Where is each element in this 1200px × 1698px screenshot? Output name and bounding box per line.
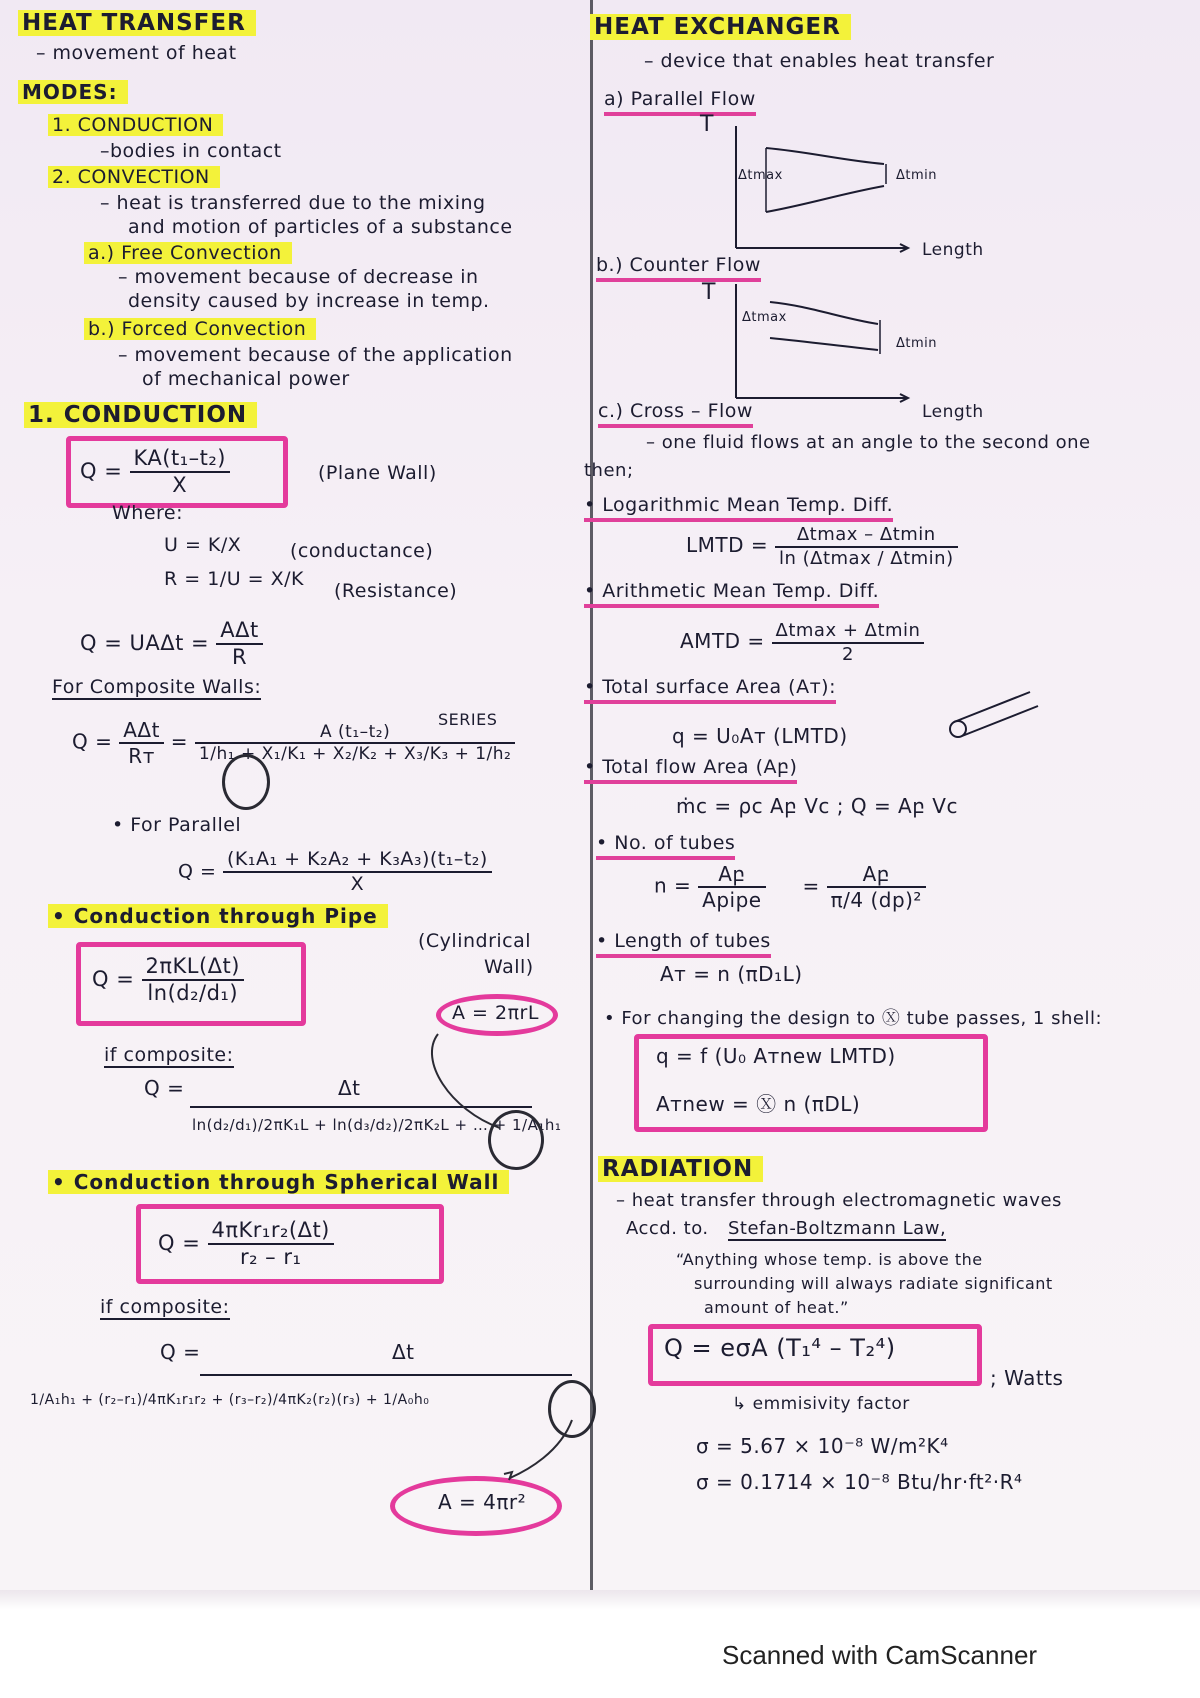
sphere-area-arrow (510, 1420, 572, 1478)
amtd-formula: AMTD = $\frac{\Delta tmax + \Delta tmin}{2}$ (680, 620, 924, 665)
free-convection-desc-2: density caused by increase in temp. (128, 290, 490, 312)
parallel-heading: • For Parallel (112, 814, 242, 836)
cf-t-label: T (702, 280, 716, 305)
heat-exchanger-title: HEAT EXCHANGER (590, 14, 851, 40)
cf-dtmin-label: Δtmin (896, 336, 938, 351)
if-composite-sphere: if composite: (100, 1296, 230, 1318)
page-edge (0, 1590, 1200, 1610)
forced-convection-desc-2: of mechanical power (142, 368, 350, 390)
radiation-desc: – heat transfer through electromagnetic waves (616, 1190, 1062, 1211)
camscanner-watermark: Scanned with CamScanner (722, 1640, 1038, 1670)
sphere-composite-num: Δt (392, 1340, 415, 1364)
heat-transfer-subtitle: – movement of heat (36, 42, 237, 64)
sphere-composite-den: 1/A₁h₁ + (r₂–r₁)/4πK₁r₁r₂ + (r₃–r₂)/4πK₂(r₂)(r₃) + 1/A₀h₀ (30, 1392, 430, 1408)
total-surface-area-eq: q = U₀Aᴛ (LMTD) (672, 724, 848, 748)
counter-flow-label: b.) Counter Flow (596, 254, 761, 282)
conductance-note: (conductance) (290, 540, 434, 562)
resistance-note: (Resistance) (334, 580, 458, 602)
heat-exchanger-subtitle: – device that enables heat transfer (644, 50, 995, 72)
pipe-sketch-end (950, 721, 966, 737)
cf-length-label: Length (922, 402, 984, 422)
mode-convection: 2. CONVECTION (48, 166, 220, 188)
amtd-heading: • Arithmetic Mean Temp. Diff. (584, 580, 879, 608)
no-of-tubes-formula: n = $\frac{\text{Aբ}}{\text{Apipe}}$ = $\frac{\text{Aբ}}{\text{π/4 (dp)²}}$ (654, 862, 926, 912)
emissivity-note: ↳ emmisivity factor (732, 1394, 910, 1414)
forced-convection: b.) Forced Convection (84, 318, 316, 340)
parallel-flow-label: a) Parallel Flow (604, 88, 756, 116)
design-eq-1: q = f (U₀ Aᴛnew LMTD) (656, 1044, 896, 1068)
if-composite-pipe: if composite: (104, 1044, 234, 1066)
mode-convection-desc-1: – heat is transferred due to the mixing (100, 192, 486, 214)
composite-walls-heading: For Composite Walls: (52, 676, 262, 698)
pipe-sketch (946, 682, 1046, 742)
free-convection: a.) Free Convection (84, 242, 292, 264)
pf-cold-curve (766, 186, 884, 212)
parallel-wall-formula: Q = $\frac{\text{(K₁A₁ + K₂A₂ + K₃A₃)(t₁–t₂)}}{X}$ (178, 848, 492, 896)
cf-cold-curve (770, 338, 878, 350)
accd-label: Accd. to. (626, 1218, 709, 1239)
lmtd-formula: LMTD = $\frac{\Delta tmax - \Delta tmin}{\ln (\Delta tmax / \Delta tmin)}$ (686, 524, 958, 569)
sphere-formula: Q = $\frac{\text{4πKr₁r₂(Δt)}}{\text{r₂ – r₁}}$ (158, 1218, 334, 1270)
quote-line-1: “Anything whose temp. is above the (676, 1250, 983, 1269)
stefan-boltzmann-law: Stefan-Boltzmann Law, (728, 1218, 947, 1239)
conductance-eq: U = K/X (164, 534, 242, 556)
stefan-boltzmann-eq: Q = eσA (T₁⁴ – T₂⁴) (664, 1334, 896, 1362)
pipe-composite-lhs: Q = (144, 1076, 185, 1100)
pipe-note-2: Wall) (484, 956, 534, 978)
pipe-area-arrow (432, 1034, 500, 1128)
cross-flow-label: c.) Cross – Flow (598, 400, 753, 428)
resistance-eq: R = 1/U = X/K (164, 568, 304, 590)
composite-wall-formula: Q = $\frac{\text{AΔt}}{\text{Rᴛ}}$ = $\frac{\text{A (t₁–t₂)}}{\text{1/h₁ + X₁/K₁ + X₂/K₂ + X₃/K₃ + 1/h₂}}$ (72, 718, 515, 768)
total-flow-area-eq: ṁc = ρc Aբ Vc ; Q = Aբ Vc (676, 794, 958, 818)
no-of-tubes-heading: • No. of tubes (596, 832, 735, 860)
quote-line-3: amount of heat.” (704, 1298, 849, 1317)
length-of-tubes-heading: • Length of tubes (596, 930, 771, 958)
where-label: Where: (112, 502, 184, 524)
watts-unit: ; Watts (990, 1366, 1064, 1390)
cf-dtmax-label: Δtmax (742, 310, 787, 325)
spherical-conduction-heading: • Conduction through Spherical Wall (48, 1170, 509, 1194)
pipe-conduction-heading: • Conduction through Pipe (48, 904, 388, 928)
q-uadt-formula: Q = UAΔt = $\frac{\text{AΔt}}{R}$ (80, 618, 263, 670)
pipe-area: A = 2πrL (452, 1002, 539, 1024)
mode-conduction-desc: –bodies in contact (100, 140, 282, 162)
lmtd-heading: • Logarithmic Mean Temp. Diff. (584, 494, 893, 522)
plane-wall-formula: Q = $\frac{\text{KA(t₁–t₂)}}{X}$ (80, 446, 230, 498)
sphere-area: A = 4πr² (438, 1490, 527, 1514)
pipe-formula: Q = $\frac{\text{2πKL(Δt)}}{\text{ln(d₂/d₁)}}$ (92, 954, 244, 1006)
pf-t-label: T (700, 112, 714, 137)
cross-flow-desc: – one fluid flows at an angle to the second one (646, 432, 1091, 453)
pf-hot-curve (766, 148, 884, 164)
then-label: then; (584, 460, 634, 481)
design-eq-2: Aᴛnew = Ⓧ n (πDL) (656, 1092, 861, 1116)
free-convection-desc-1: – movement because of decrease in (118, 266, 479, 288)
sphere-composite-lhs: Q = (160, 1340, 201, 1364)
sigma-english: σ = 0.1714 × 10⁻⁸ Btu/hr·ft²·R⁴ (696, 1470, 1023, 1494)
mode-conduction: 1. CONDUCTION (48, 114, 223, 136)
design-change-text: • For changing the design to Ⓧ tube passes, 1 shell: (604, 1008, 1103, 1029)
pf-length-label: Length (922, 240, 984, 260)
radiation-heading: RADIATION (598, 1156, 763, 1182)
modes-heading: MODES: (18, 80, 128, 104)
quote-line-2: surrounding will always radiate significant (694, 1274, 1053, 1293)
mode-convection-desc-2: and motion of particles of a substance (128, 216, 513, 238)
total-surface-area-heading: • Total surface Area (Aᴛ): (584, 676, 836, 704)
conduction-heading: 1. CONDUCTION (24, 402, 257, 428)
sphere-area-arrowhead (504, 1472, 512, 1480)
pf-dtmax-label: Δtmax (738, 168, 783, 183)
pipe-composite-num: Δt (338, 1076, 361, 1100)
total-flow-area-heading: • Total flow Area (Aբ) (584, 756, 797, 784)
parallel-flow-graph (700, 118, 960, 258)
pf-dtmin-label: Δtmin (896, 168, 938, 183)
plane-wall-note: (Plane Wall) (318, 462, 437, 484)
pipe-note-1: (Cylindrical (418, 930, 532, 952)
sigma-si: σ = 5.67 × 10⁻⁸ W/m²K⁴ (696, 1434, 949, 1458)
pipe-composite-den: ln(d₂/d₁)/2πK₁L + ln(d₃/d₂)/2πK₂L + … + 1/A₁h₁ (192, 1116, 562, 1134)
series-label: SERIES (438, 710, 498, 729)
forced-convection-desc-1: – movement because of the application (118, 344, 513, 366)
length-of-tubes-eq: Aᴛ = n (πD₁L) (660, 962, 803, 986)
heat-transfer-title: HEAT TRANSFER (18, 10, 256, 36)
